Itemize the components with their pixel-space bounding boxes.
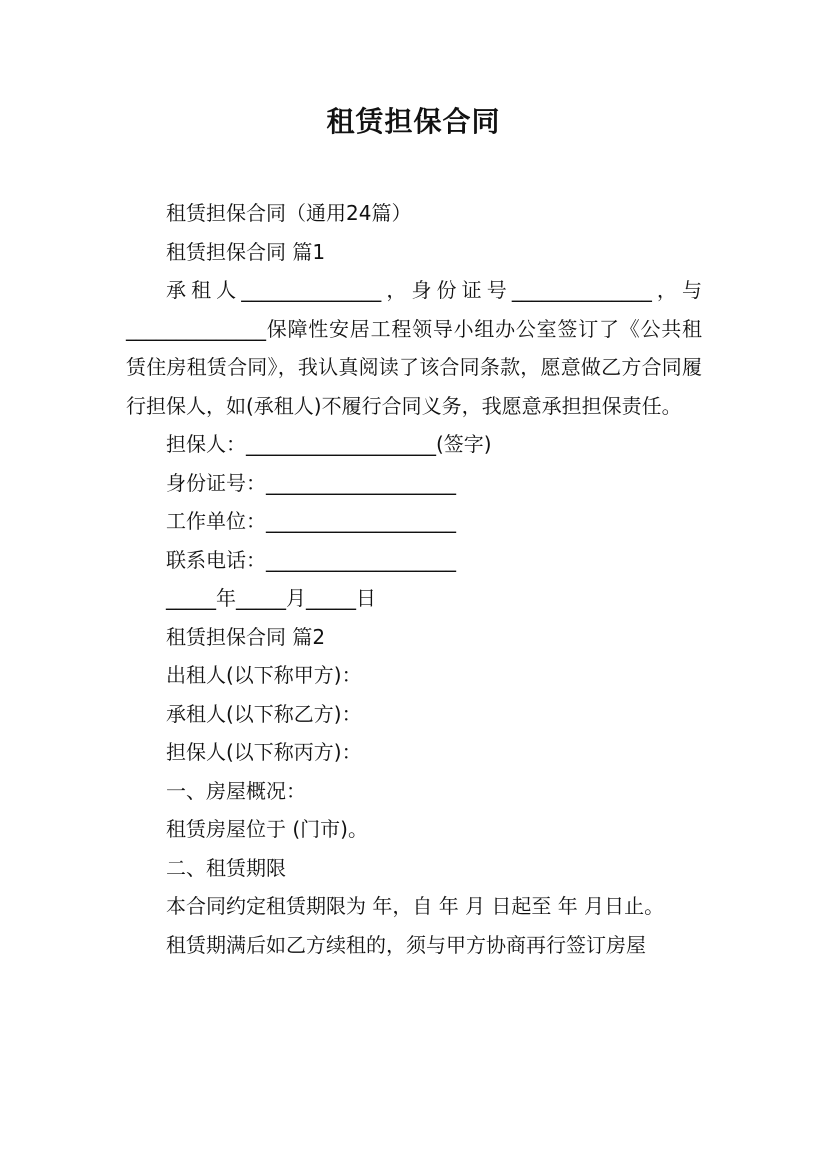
- form-line: 身份证号：___________________: [166, 470, 456, 495]
- section-heading: 租赁担保合同 篇2: [166, 624, 326, 649]
- section-heading: 一、房屋概况：: [166, 778, 306, 803]
- paragraph: 出租人(以下称甲方)：: [166, 663, 362, 687]
- paragraph: 承租人(以下称乙方)：: [166, 701, 362, 726]
- document-title: 租赁担保合同: [326, 105, 501, 138]
- paragraph: 本合同约定租赁期限为 年，自 年 月 日起至 年 月日止。: [166, 894, 665, 918]
- document-body: [126, 194, 702, 964]
- signature-line: 担保人：___________________(签字): [166, 432, 492, 456]
- form-line: 联系电话：___________________: [166, 547, 456, 572]
- section-heading: 租赁担保合同 篇1: [166, 239, 326, 264]
- paragraph: 租赁期满后如乙方续租的，须与甲方协商再行签订房屋: [166, 932, 646, 957]
- paragraph: 租赁房屋位于 (门市)。: [166, 817, 368, 841]
- date-line: _____年_____月_____日: [166, 586, 376, 610]
- form-line: 工作单位：___________________: [166, 509, 456, 533]
- section-heading: 二、租赁期限: [166, 855, 286, 880]
- paragraph: 租赁担保合同（通用24篇）: [166, 201, 412, 225]
- paragraph: 承租人______________，身份证号______________，与______________保障性安居工程领导小组办公室签订了《公共租赁住房租赁合同》，我认真阅读了该合同条款，愿意做乙方合同履行担保人，如(承租人)不履行合同义务，我愿意承担担保责任。: [126, 278, 702, 418]
- paragraph: 担保人(以下称丙方)：: [166, 740, 362, 764]
